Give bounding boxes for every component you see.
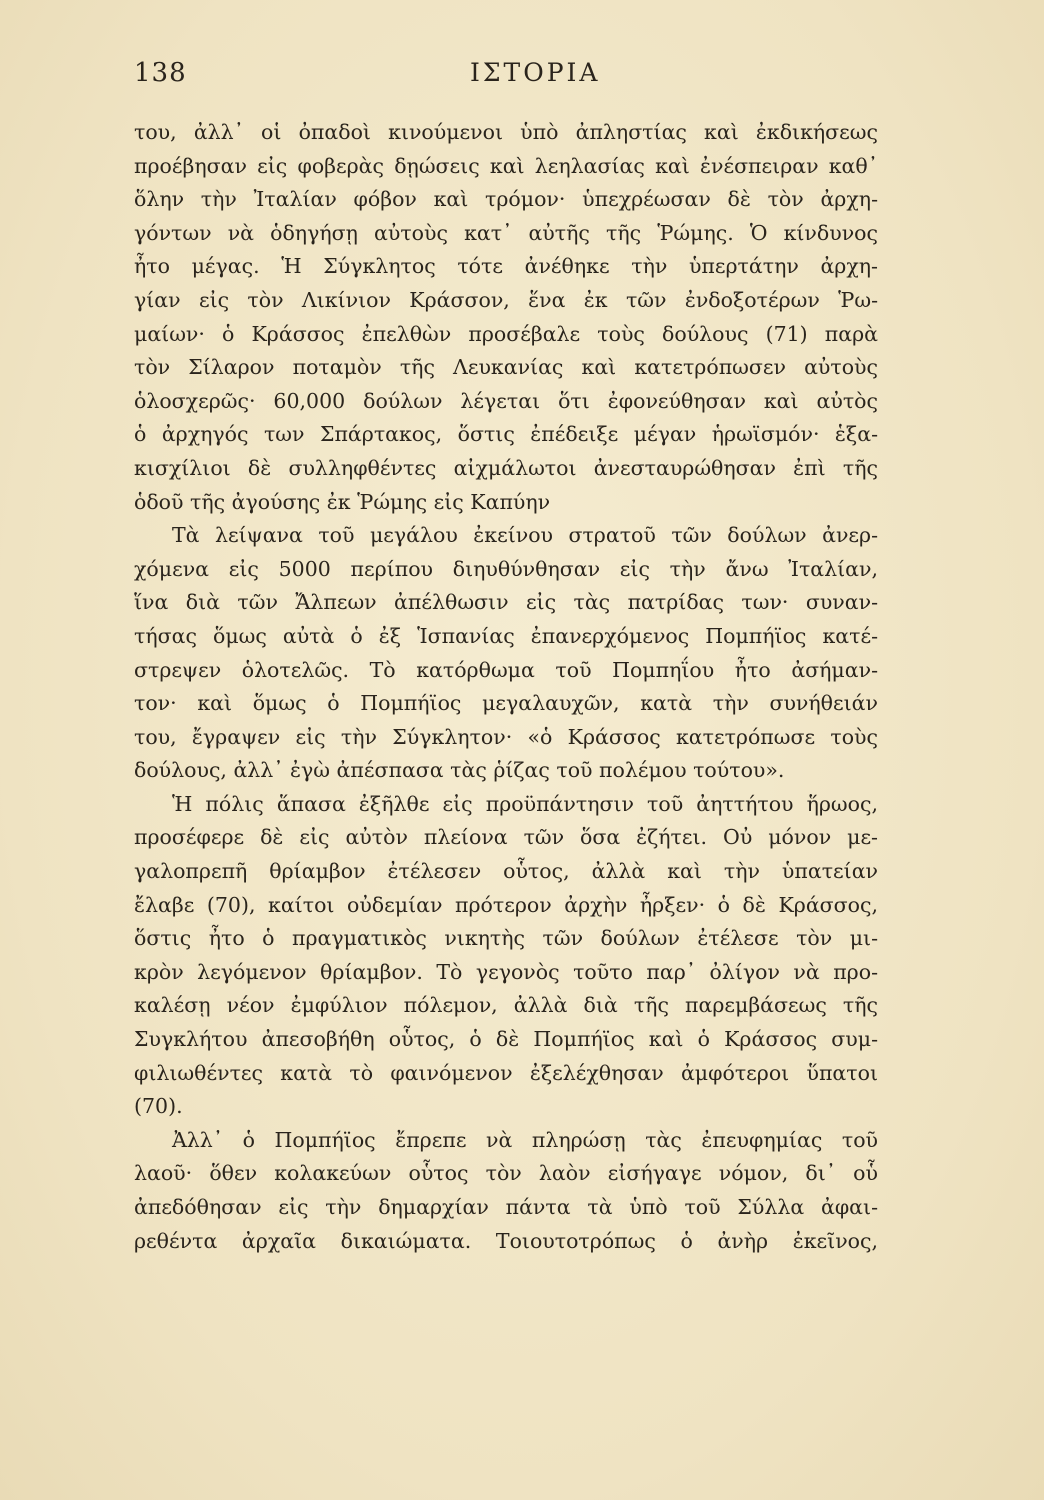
text-line: ἵνα διὰ τῶν Ἄλπεων ἀπέλθωσιν εἰς τὰς πατρίδας των· συναν- [134, 590, 878, 615]
text-line: καλέσῃ νέον ἐμφύλιον πόλεμον, ἀλλὰ διὰ τῆς παρεμβάσεως τῆς [134, 993, 878, 1018]
text-line: ἦτο μέγας. Ἡ Σύγκλητος τότε ἀνέθηκε τὴν ὑπερτάτην ἀρχη- [134, 254, 878, 279]
text-line: ὁ ἀρχηγός των Σπάρτακος, ὅστις ἐπέδειξε μέγαν ἡρωϊσμόν· ἑξα- [134, 422, 878, 447]
text-line: κρὸν λεγόμενον θρίαμβον. Τὸ γεγονὸς τοῦτο παρ᾽ ὀλίγον νὰ προ- [134, 959, 878, 984]
text-line: δούλους, ἀλλ᾽ ἐγὼ ἀπέσπασα τὰς ῥίζας τοῦ πολέμου τούτου». [134, 758, 785, 783]
text-line: Ἀλλ᾽ ὁ Πομπήϊος ἔπρεπε νὰ πληρώσῃ τὰς ἐπευφημίας τοῦ [172, 1127, 878, 1152]
text-line: χόμενα εἰς 5000 περίπου διηυθύνθησαν εἰς τὴν ἄνω Ἰταλίαν, [134, 556, 878, 581]
text-line: ὁλοσχερῶς· 60,000 δούλων λέγεται ὅτι ἐφονεύθησαν καὶ αὐτὸς [134, 388, 878, 413]
text-line: Τὰ λείψανα τοῦ μεγάλου ἐκείνου στρατοῦ τῶν δούλων ἀνερ- [172, 523, 878, 548]
text-line: τήσας ὅμως αὐτὰ ὁ ἐξ Ἱσπανίας ἐπανερχόμενος Πομπήϊος κατέ- [134, 623, 878, 648]
text-line: φιλιωθέντες κατὰ τὸ φαινόμενον ἐξελέχθησαν ἀμφότεροι ὕπατοι [134, 1060, 878, 1085]
text-line: γόντων νὰ ὁδηγήσῃ αὐτοὺς κατ᾽ αὐτῆς τῆς Ῥώμης. Ὁ κίνδυνος [134, 220, 878, 245]
text-line: στρεψεν ὁλοτελῶς. Τὸ κατόρθωμα τοῦ Πομπηΐου ἦτο ἀσήμαν- [134, 657, 878, 682]
text-line: τον· καὶ ὅμως ὁ Πομπήϊος μεγαλαυχῶν, κατὰ τὴν συνήθειάν [134, 691, 878, 716]
text-line: Συγκλήτου ἀπεσοβήθη οὗτος, ὁ δὲ Πομπήϊος καὶ ὁ Κράσσος συμ- [134, 1027, 878, 1052]
text-line: ρεθέντα ἀρχαῖα δικαιώματα. Τοιουτοτρόπως ὁ ἀνὴρ ἐκεῖνος, [134, 1228, 878, 1253]
text-line: (70). [134, 1094, 183, 1119]
text-line: προσέφερε δὲ εἰς αὐτὸν πλείονα τῶν ὅσα ἐζήτει. Οὐ μόνον με- [134, 825, 878, 850]
text-line: ὅλην τὴν Ἰταλίαν φόβον καὶ τρόμον· ὑπεχρέωσαν δὲ τὸν ἀρχη- [134, 187, 878, 212]
text-line: μαίων· ὁ Κράσσος ἐπελθὼν προσέβαλε τοὺς δούλους (71) παρὰ [134, 321, 878, 346]
text-line: κισχίλιοι δὲ συλληφθέντες αἰχμάλωτοι ἀνεσταυρώθησαν ἐπὶ τῆς [134, 455, 878, 480]
text-line: ὁδοῦ τῆς ἀγούσης ἐκ Ῥώμης εἰς Καπύην [134, 489, 551, 514]
text-line: του, ἀλλ᾽ οἱ ὀπαδοὶ κινούμενοι ὑπὸ ἀπληστίας καὶ ἐκδικήσεως [134, 120, 878, 144]
text-line: ἀπεδόθησαν εἰς τὴν δημαρχίαν πάντα τὰ ὑπὸ τοῦ Σύλλα ἀφαι- [134, 1195, 878, 1219]
text-line: τὸν Σίλαρον ποταμὸν τῆς Λευκανίας καὶ κατετρόπωσεν αὐτοὺς [134, 355, 878, 380]
text-line: γαλοπρεπῆ θρίαμβον ἐτέλεσεν οὗτος, ἀλλὰ καὶ τὴν ὑπατείαν [134, 859, 878, 884]
page-number: 138 [134, 58, 187, 88]
text-line: Ἡ πόλις ἅπασα ἐξῆλθε εἰς προϋπάντησιν τοῦ ἀηττήτου ἥρωος, [172, 791, 878, 816]
text-line: ὅστις ἦτο ὁ πραγματικὸς νικητὴς τῶν δούλων ἐτέλεσε τὸν μι- [134, 926, 878, 951]
text-line: γίαν εἰς τὸν Λικίνιον Κράσσον, ἕνα ἐκ τῶν ἐνδοξοτέρων Ῥω- [134, 287, 878, 312]
text-line: λαοῦ· ὅθεν κολακεύων οὗτος τὸν λαὸν εἰσήγαγε νόμον, δι᾽ οὗ [134, 1161, 878, 1186]
text-line: του, ἔγραψεν εἰς τὴν Σύγκλητον· «ὁ Κράσσος κατετρόπωσε τοὺς [134, 724, 878, 749]
running-title: ΙΣΤΟΡΙΑ [470, 58, 601, 87]
text-line: ἔλαβε (70), καίτοι οὐδεμίαν πρότερον ἀρχὴν ἦρξεν· ὁ δὲ Κράσσος, [134, 892, 878, 917]
body-text [134, 116, 878, 1258]
text-line: προέβησαν εἰς φοβερὰς δῃώσεις καὶ λεηλασίας καὶ ἐνέσπειραν καθ᾽ [134, 153, 878, 178]
